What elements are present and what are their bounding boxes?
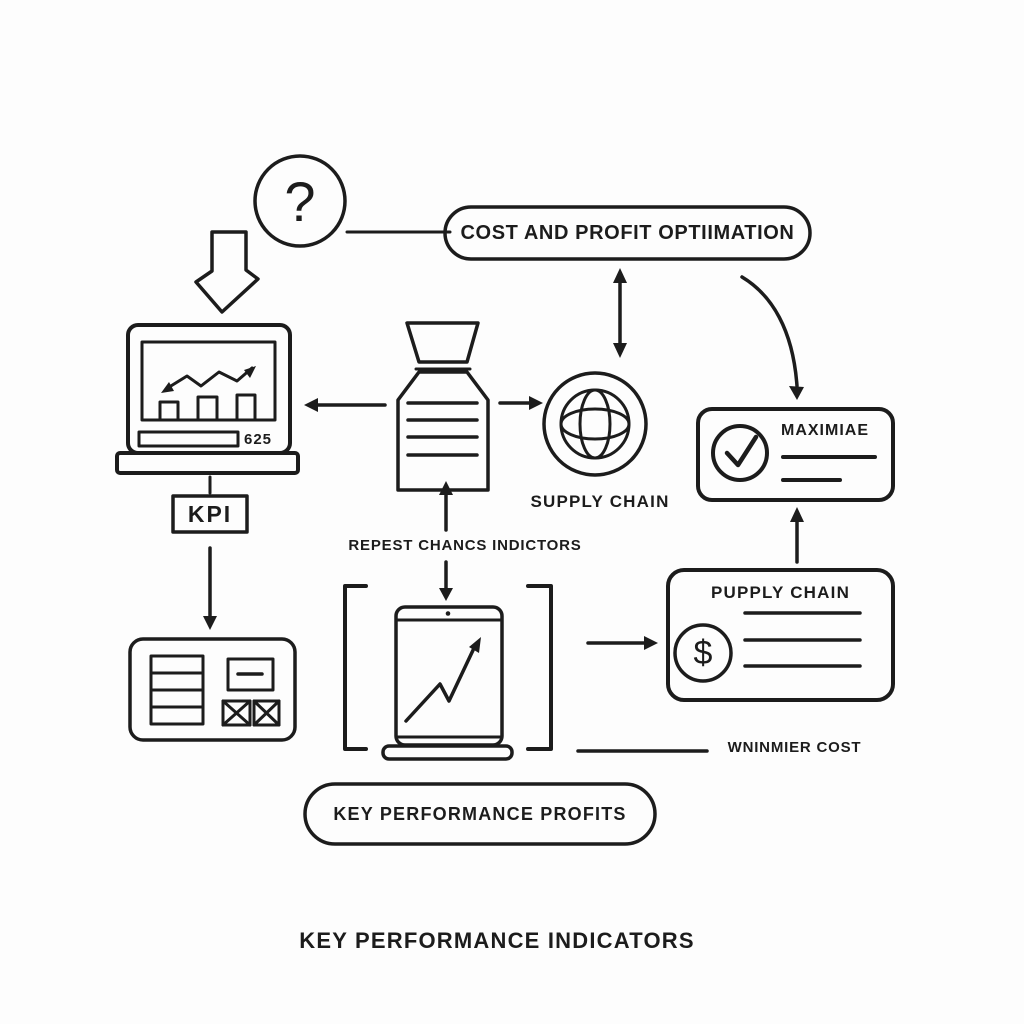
question-mark-glyph: ?	[284, 169, 316, 233]
repest-indicators-label: REPEST CHANCS INDICTORS	[348, 536, 582, 554]
arrow-bag-label-up	[439, 481, 453, 530]
laptop-screen-value: 625	[243, 430, 273, 448]
supply-chain-label: SUPPLY CHAIN	[530, 492, 670, 511]
maximize-card-title: MAXIMIAE	[781, 422, 869, 439]
dollar-icon: $	[693, 633, 713, 672]
arrow-pill-to-maximize-curved	[742, 277, 804, 400]
right-bracket	[528, 586, 551, 749]
kpi-box-label: KPI	[187, 500, 233, 527]
money-bag-icon	[398, 323, 488, 490]
page-title: KEY PERFORMANCE INDICATORS	[299, 928, 695, 953]
block-down-arrow-icon	[196, 232, 258, 312]
arrow-kpi-to-checklist	[203, 548, 217, 630]
check-circle-icon	[713, 426, 767, 480]
arrow-supply-to-maximize	[790, 507, 804, 562]
arrow-tablet-to-supply	[588, 636, 658, 650]
laptop-chart-icon	[117, 325, 298, 473]
checklist-card-icon	[130, 639, 295, 740]
arrow-pill-globe-double	[613, 268, 627, 358]
cost-profit-pill-label: COST AND PROFIT OPTIIMATION	[460, 221, 795, 244]
maximize-card-lines	[783, 457, 875, 480]
minimize-cost-label: WNINMIER COST	[727, 738, 862, 756]
supply-card-title: PUPPLY CHAIN	[710, 583, 851, 602]
performance-profits-pill-label: KEY PERFORMANCE PROFITS	[333, 803, 627, 824]
globe-icon	[544, 373, 646, 475]
tablet-growth-icon	[383, 607, 512, 759]
arrow-label-tablet-down	[439, 562, 453, 601]
left-bracket	[345, 586, 366, 749]
supply-card-lines	[745, 613, 860, 666]
arrow-bag-to-laptop	[304, 398, 385, 412]
arrow-bag-to-globe	[500, 396, 543, 410]
